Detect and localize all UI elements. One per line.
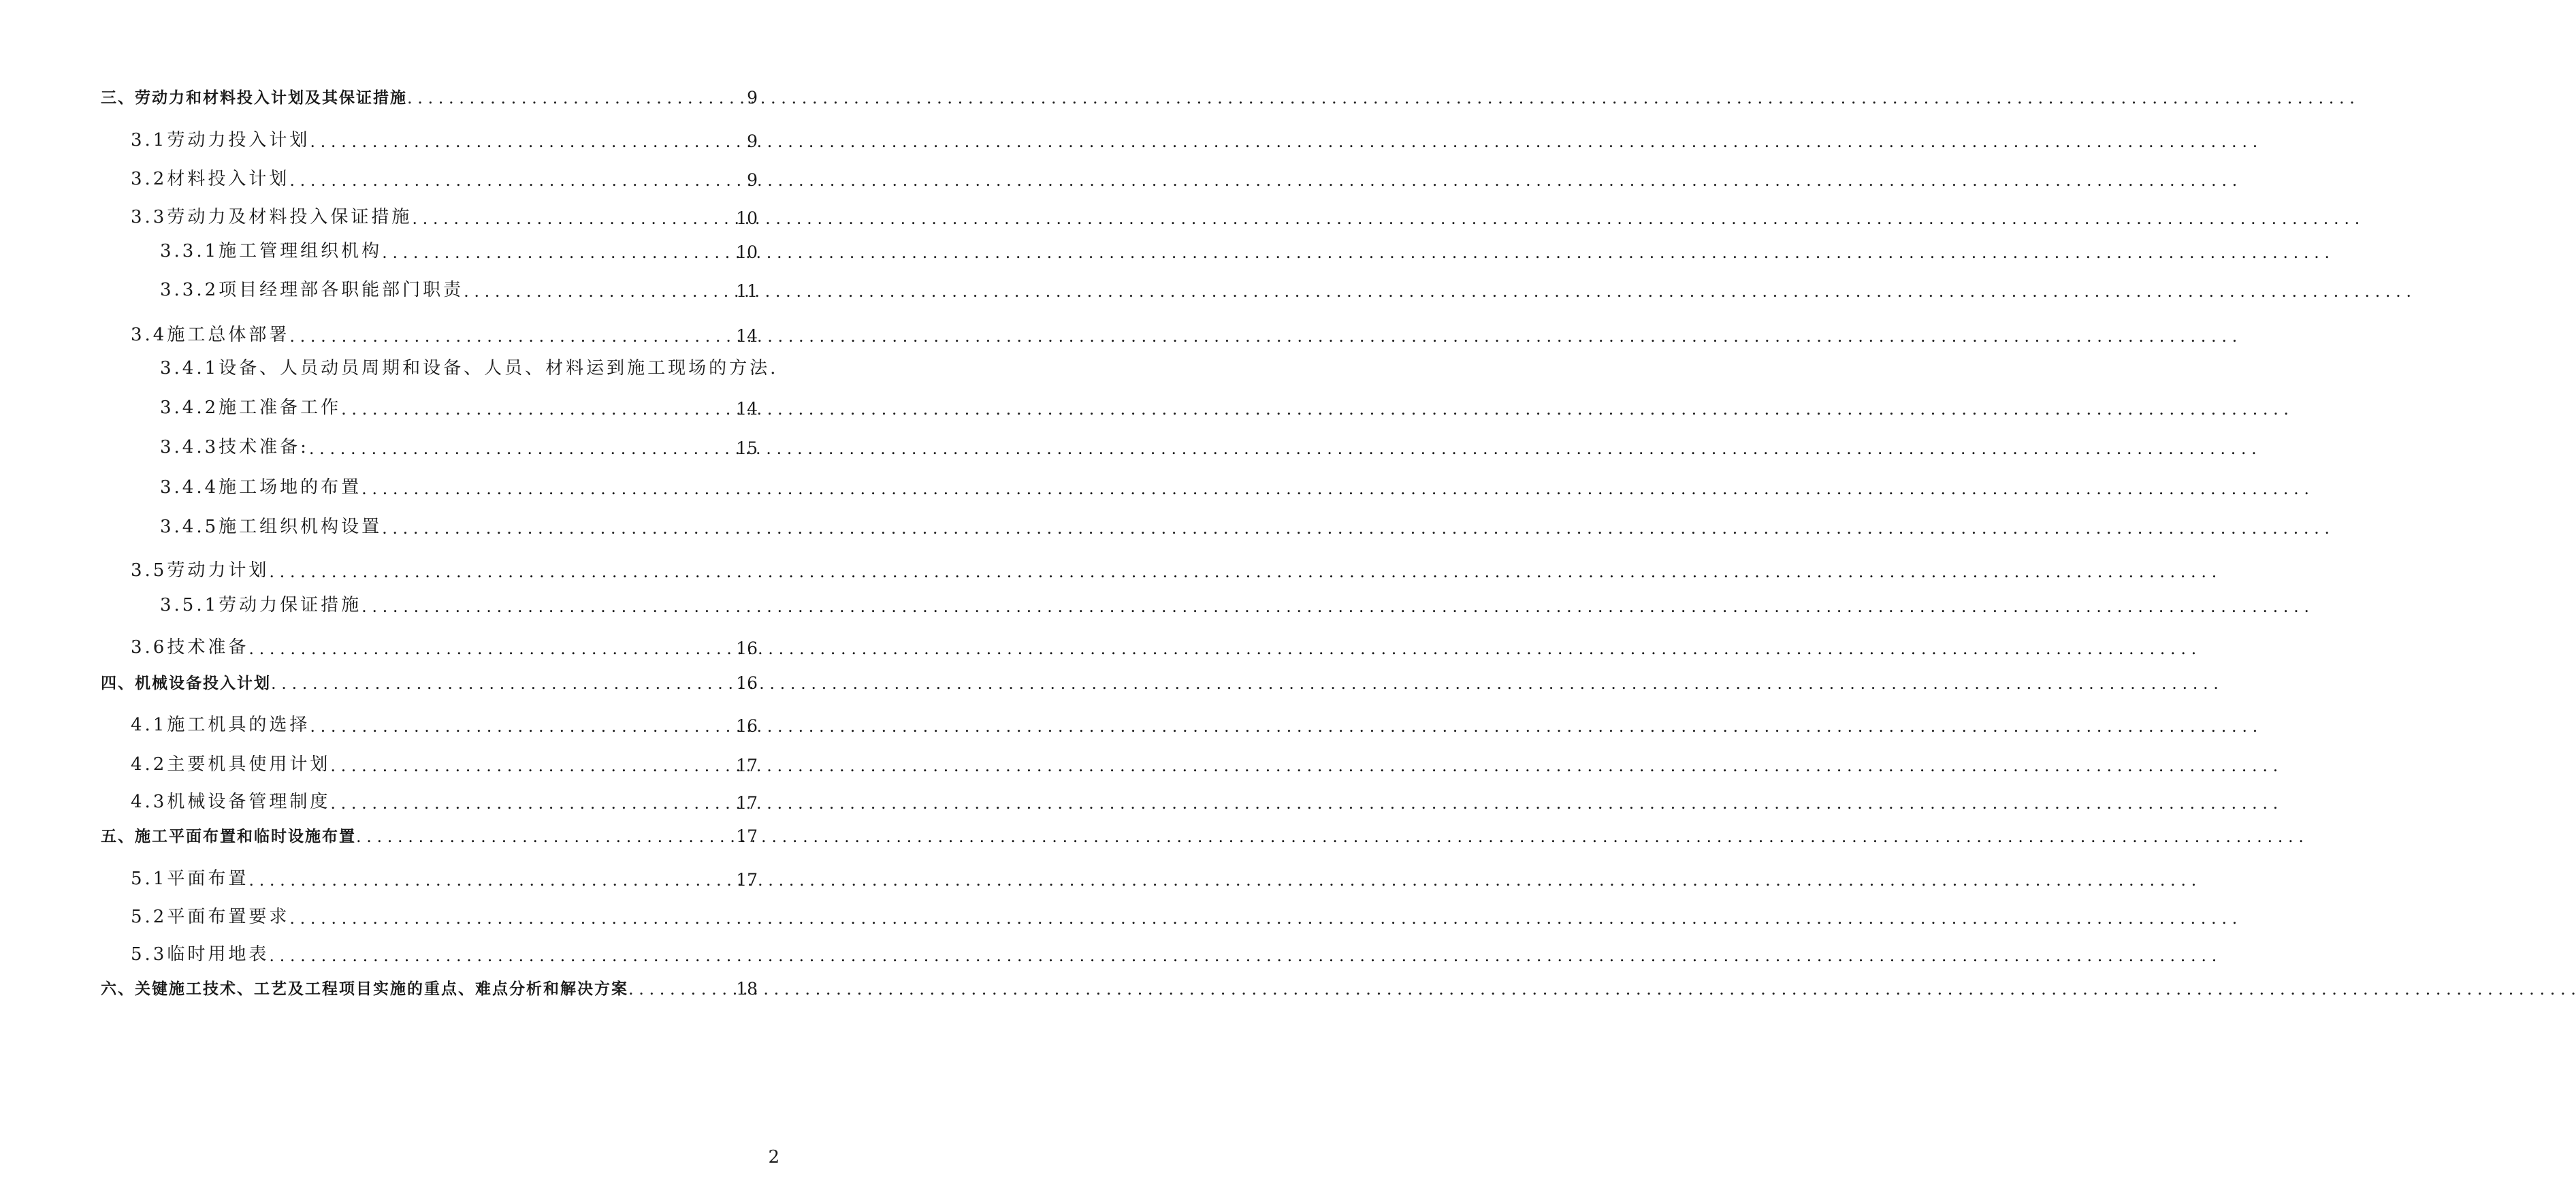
toc-leader bbox=[407, 88, 745, 108]
toc-leader bbox=[289, 909, 756, 928]
toc-entry-title: 四、机械设备投入计划 bbox=[101, 674, 271, 692]
toc-entry-title: 六、关键施工技术、工艺及工程项目实施的重点、难点分析和解决方案 bbox=[101, 980, 628, 998]
toc-entry-title: 3.1劳动力投入计划 bbox=[131, 130, 310, 150]
toc-leader bbox=[356, 827, 735, 846]
toc-leader bbox=[628, 980, 735, 999]
toc-leader bbox=[464, 282, 735, 301]
toc-entry-page: 10 bbox=[736, 242, 758, 262]
toc-entry[interactable] bbox=[131, 316, 758, 346]
toc-entry-title: 5.3临时用地表 bbox=[131, 944, 270, 965]
toc-entry-title: 3.5.1劳动力保证措施 bbox=[160, 595, 362, 615]
toc-entry-title: 3.3.2项目经理部各职能部门职责 bbox=[160, 280, 464, 300]
toc-entry-page: 17 bbox=[736, 870, 758, 890]
toc-entry[interactable] bbox=[160, 232, 758, 262]
toc-entry-title: 3.4.1设备、人员动员周期和设备、人员、材料运到施工现场的方法. bbox=[160, 358, 779, 378]
toc-entry[interactable] bbox=[131, 160, 758, 190]
toc-leader bbox=[289, 327, 735, 346]
toc-entry-title: 五、施工平面布置和临时设施布置 bbox=[101, 827, 356, 845]
toc-entry-page: 16 bbox=[736, 673, 758, 693]
toc-entry[interactable] bbox=[160, 428, 758, 458]
toc-leader bbox=[330, 756, 735, 775]
toc-entry-page: 14 bbox=[736, 399, 758, 419]
toc-entry-title: 3.4.2施工准备工作 bbox=[160, 398, 342, 418]
toc-entry-page: 10 bbox=[736, 208, 758, 228]
toc-entry[interactable] bbox=[131, 745, 758, 775]
toc-leader bbox=[269, 562, 756, 581]
toc-leader bbox=[310, 132, 745, 151]
toc-entry-title: 3.4.4施工场地的布置 bbox=[160, 477, 362, 498]
toc-entry-title: 3.3劳动力及材料投入保证措施 bbox=[131, 207, 413, 227]
toc-entry-page: 9 bbox=[747, 88, 758, 108]
toc-entry-title: 3.4.5施工组织机构设置 bbox=[160, 517, 383, 537]
toc-entry[interactable] bbox=[160, 349, 779, 379]
toc-leader bbox=[330, 794, 735, 813]
toc-entry[interactable] bbox=[160, 586, 758, 616]
toc-leader bbox=[361, 597, 756, 616]
toc-entry-page: 17 bbox=[736, 826, 758, 846]
toc-leader bbox=[361, 479, 756, 498]
toc-entry-title: 3.5劳动力计划 bbox=[131, 560, 270, 581]
toc-entry-title: 4.1施工机具的选择 bbox=[131, 715, 310, 735]
toc-entry[interactable] bbox=[131, 898, 758, 928]
toc-entry[interactable] bbox=[160, 508, 758, 538]
toc-entry-page: 18 bbox=[736, 979, 758, 999]
toc-entry-page: 16 bbox=[736, 639, 758, 658]
toc-entry[interactable] bbox=[131, 121, 758, 151]
toc-entry[interactable] bbox=[131, 551, 758, 581]
toc-entry[interactable] bbox=[101, 816, 758, 846]
toc-entry-title: 3.6技术准备 bbox=[131, 637, 249, 658]
toc-entry-title: 4.3机械设备管理制度 bbox=[131, 792, 331, 812]
toc-entry-title: 3.4.3技术准备: bbox=[160, 437, 309, 457]
toc-entry[interactable] bbox=[131, 935, 758, 965]
toc-leader bbox=[310, 717, 735, 736]
toc-leader bbox=[289, 171, 745, 190]
toc-entry-page: 15 bbox=[736, 438, 758, 458]
toc-leader bbox=[269, 946, 756, 965]
toc-leader bbox=[248, 871, 735, 890]
toc-entry-title: 4.2主要机具使用计划 bbox=[131, 754, 331, 775]
toc-leader bbox=[248, 639, 735, 658]
toc-entry-title: 三、劳动力和材料投入计划及其保证措施 bbox=[101, 88, 407, 107]
toc-leader bbox=[382, 519, 756, 538]
toc-entry[interactable] bbox=[131, 198, 758, 228]
toc-leader bbox=[309, 439, 735, 458]
toc-entry-title: 3.3.1施工管理组织机构 bbox=[160, 241, 383, 261]
toc-entry[interactable] bbox=[160, 468, 758, 498]
toc-entry[interactable] bbox=[101, 78, 758, 108]
toc-entry[interactable] bbox=[131, 628, 758, 658]
toc-leader bbox=[382, 243, 735, 262]
toc-entry-title: 3.2材料投入计划 bbox=[131, 169, 290, 189]
toc-entry-page: 16 bbox=[736, 716, 758, 736]
toc-entry-page: 17 bbox=[736, 756, 758, 775]
toc-entry-page: 11 bbox=[736, 281, 758, 301]
toc-entry-page: 9 bbox=[747, 131, 758, 151]
toc-entry-title: 3.4施工总体部署 bbox=[131, 325, 290, 345]
toc-entry[interactable] bbox=[131, 860, 758, 890]
toc-entry[interactable] bbox=[101, 969, 758, 999]
toc-leader bbox=[341, 400, 735, 419]
toc-entry[interactable] bbox=[131, 783, 758, 813]
toc-leader bbox=[271, 674, 735, 693]
toc-entry[interactable] bbox=[160, 271, 758, 301]
toc-entry[interactable] bbox=[160, 389, 758, 419]
page-number: 2 bbox=[768, 1147, 779, 1167]
toc-entry[interactable] bbox=[131, 706, 758, 736]
toc-entry-title: 5.2平面布置要求 bbox=[131, 907, 290, 927]
toc-entry-title: 5.1平面布置 bbox=[131, 869, 249, 889]
toc-entry[interactable] bbox=[101, 663, 758, 693]
toc-leader bbox=[412, 209, 735, 228]
toc-entry-page: 17 bbox=[736, 793, 758, 813]
toc-entry-page: 14 bbox=[736, 326, 758, 346]
toc-entry-page: 9 bbox=[747, 170, 758, 190]
